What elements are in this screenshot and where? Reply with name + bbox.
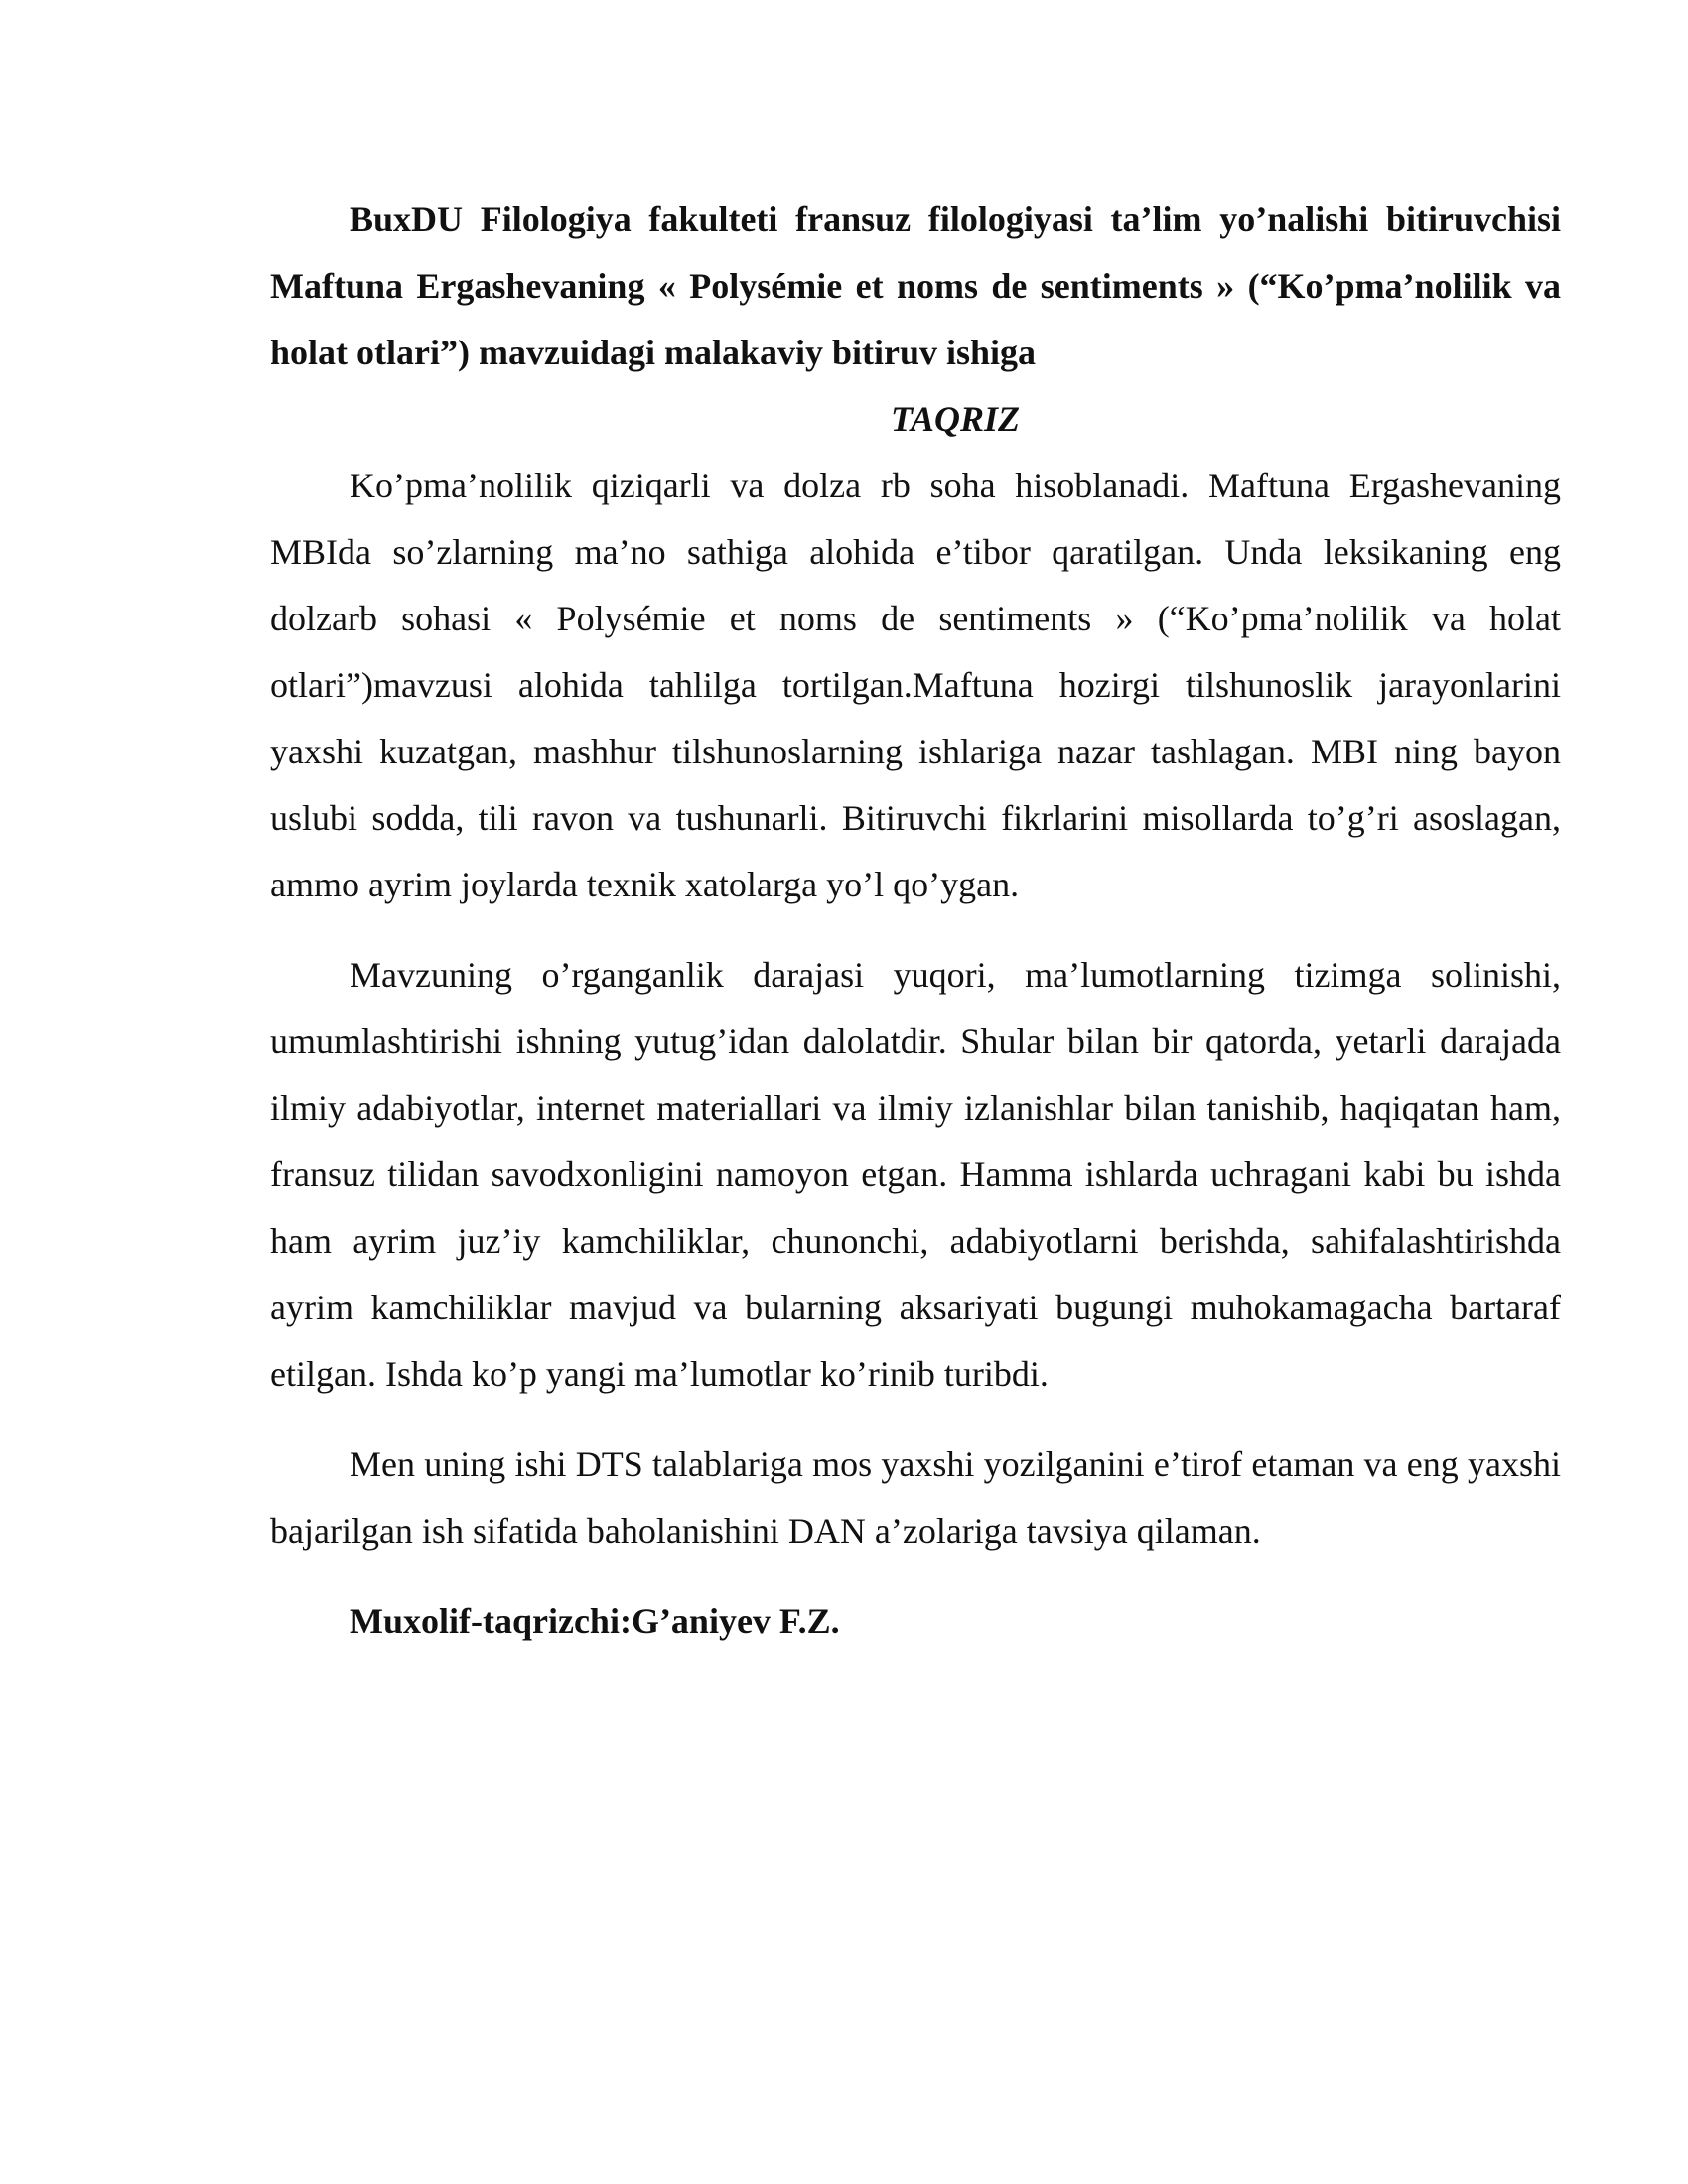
paragraph-3: Men uning ishi DTS talablariga mos yaxshi yozilganini e’tirof etaman va eng yaxshi bajarilgan ish sifatida baholanishini DAN a’zolariga tavsiya qilaman. bbox=[270, 1444, 1561, 1551]
document-page bbox=[270, 187, 1561, 1655]
paragraph-1: Ko’pma’nolilik qiziqarli va dolza rb soha hisoblanadi. Maftuna Ergashevaning MBIda so’zlarning ma’no sathiga alohida e’tibor qaratilgan. Unda leksikaning eng dolzarb sohasi « Polysémie et noms de sentiments » (“Ko’pma’nolilik va holat otlari”)mavzusi alohida tahlilga tortilgan.Maftuna hozirgi tilshunoslik jarayonlarini yaxshi kuzatgan, mashhur tilshunoslarning ishlariga nazar tashlagan. MBI ning bayon uslubi sodda, tili ravon va tushunarli. Bitiruvchi fikrlarini misollarda to’g’ri asoslagan, ammo ayrim joylarda texnik xatolarga yo’l qo’ygan. bbox=[270, 466, 1561, 904]
document-heading: BuxDU Filologiya fakulteti fransuz filologiyasi ta’lim yo’nalishi bitiruvchisi Maftuna Ergashevaning « Polysémie et noms de sentiments » (“Ko’pma’nolilik va holat otlari”) mavzuidagi malakaviy bitiruv ishiga bbox=[270, 200, 1561, 372]
document-title: TAQRIZ bbox=[890, 399, 1021, 439]
reviewer-signature: Muxolif-taqrizchi:G’aniyev F.Z. bbox=[350, 1601, 840, 1641]
paragraph-2: Mavzuning o’rganganlik darajasi yuqori, ma’lumotlarning tizimga solinishi, umumlashtirishi ishning yutug’idan dalolatdir. Shular bilan bir qatorda, yetarli darajada ilmiy adabiyotlar, internet materiallari va ilmiy izlanishlar bilan tanishib, haqiqatan ham, fransuz tilidan savodxonligini namoyon etgan. Hamma ishlarda uchragani kabi bu ishda ham ayrim juz’iy kamchiliklar, chunonchi, adabiyotlarni berishda, sahifalashtirishda ayrim kamchiliklar mavjud va bularning aksariyati bugungi muhokamagacha bartaraf etilgan. Ishda ko’p yangi ma’lumotlar ko’rinib turibdi. bbox=[270, 955, 1561, 1394]
